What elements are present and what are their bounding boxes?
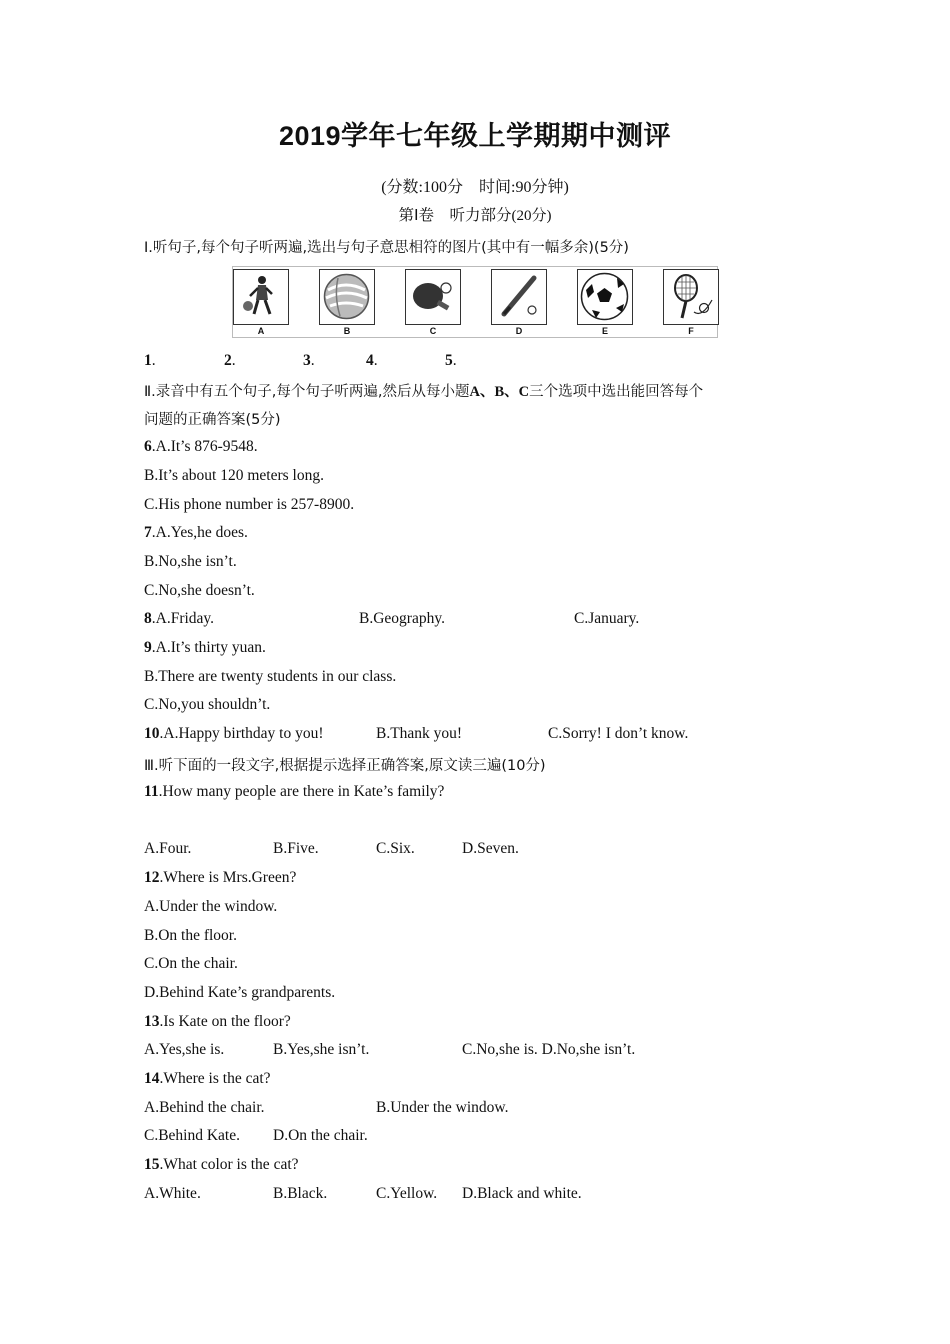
picture-a — [233, 269, 289, 325]
option-12d: D.Behind Kate’s grandparents. — [144, 984, 336, 1001]
picture-e — [577, 269, 633, 325]
picture-strip — [232, 266, 718, 338]
option-13cd: C.No,she is. D.No,she isn’t. — [462, 1041, 636, 1058]
page-title: 2019学年七年级上学期期中测评 — [278, 121, 672, 151]
option-15a: A.White. — [144, 1185, 201, 1202]
answer-blank-2[interactable]: 2. — [224, 352, 236, 369]
option-12c: C.On the chair. — [144, 955, 238, 972]
picture-label-c: C — [429, 326, 437, 336]
question-15: 15.What color is the cat? — [144, 1156, 299, 1173]
score-time-info: (分数:100分 时间:90分钟) — [381, 179, 569, 196]
option-10b: B.Thank you! — [376, 725, 463, 742]
question-6: 6.A.It’s 876-9548. — [144, 438, 258, 455]
section3-heading: Ⅲ.听下面的一段文字,根据提示选择正确答案,原文读三遍(10分) — [144, 758, 546, 774]
baseball-bat-icon — [492, 270, 545, 323]
option-14d: D.On the chair. — [273, 1127, 368, 1144]
picture-d — [491, 269, 547, 325]
answer-blank-4[interactable]: 4. — [366, 352, 378, 369]
option-7b: B.No,she isn’t. — [144, 553, 237, 570]
answer-blank-3[interactable]: 3. — [303, 352, 315, 369]
picture-b — [319, 269, 375, 325]
answer-blank-5[interactable]: 5. — [445, 352, 457, 369]
part-heading — [0, 203, 950, 225]
option-15b: B.Black. — [273, 1185, 328, 1202]
part-label: 第Ⅰ卷 听力部分 — [398, 206, 512, 224]
option-11b: B.Five. — [273, 840, 319, 857]
option-15c: C.Yellow. — [376, 1185, 438, 1202]
question-12: 12.Where is Mrs.Green? — [144, 869, 297, 886]
question-8: 8.A.Friday. — [144, 610, 215, 627]
question-13: 13.Is Kate on the floor? — [144, 1013, 291, 1030]
option-13b: B.Yes,she isn’t. — [273, 1041, 370, 1058]
option-7c: C.No,she doesn’t. — [144, 582, 255, 599]
picture-label-b: B — [343, 326, 351, 336]
tennis-icon — [664, 270, 717, 323]
option-12a: A.Under the window. — [144, 898, 278, 915]
option-11a: A.Four. — [144, 840, 192, 857]
option-14a: A.Behind the chair. — [144, 1099, 265, 1116]
option-8b: B.Geography. — [359, 610, 445, 627]
picture-c — [405, 269, 461, 325]
picture-label-f: F — [688, 326, 694, 336]
question-10: 10.A.Happy birthday to you! — [144, 725, 324, 742]
option-11c: C.Six. — [376, 840, 415, 857]
picture-label-e: E — [601, 326, 608, 336]
option-11d: D.Seven. — [462, 840, 519, 857]
option-9c: C.No,you shouldn’t. — [144, 696, 271, 713]
section1-heading: Ⅰ.听句子,每个句子听两遍,选出与句子意思相符的图片(其中有一幅多余)(5分) — [144, 240, 629, 256]
option-12b: B.On the floor. — [144, 927, 237, 944]
question-11: 11.How many people are there in Kate’s family? — [144, 783, 445, 800]
section2-heading-cont: 问题的正确答案(5分) — [144, 412, 281, 428]
ping-pong-icon — [406, 270, 459, 323]
picture-f — [663, 269, 719, 325]
picture-label-a: A — [257, 326, 265, 336]
section2-heading: Ⅱ.录音中有五个句子,每个句子听两遍,然后从每小题A、B、C三个选项中选出能回答每个 — [144, 384, 704, 400]
question-7: 7.A.Yes,he does. — [144, 524, 248, 541]
picture-label-d: D — [515, 326, 523, 336]
option-6c: C.His phone number is 257-8900. — [144, 496, 355, 513]
option-15d: D.Black and white. — [462, 1185, 582, 1202]
question-9: 9.A.It’s thirty yuan. — [144, 639, 266, 656]
option-14b: B.Under the window. — [376, 1099, 509, 1116]
option-14c: C.Behind Kate. — [144, 1127, 240, 1144]
part-points: (20分) — [511, 208, 552, 224]
option-6b: B.It’s about 120 meters long. — [144, 467, 324, 484]
soccer-ball-icon — [578, 270, 631, 323]
question-14: 14.Where is the cat? — [144, 1070, 271, 1087]
option-9b: B.There are twenty students in our class. — [144, 668, 397, 685]
option-10c: C.Sorry! I don’t know. — [548, 725, 689, 742]
answer-blank-1[interactable]: 1. — [144, 352, 156, 369]
option-8c: C.January. — [574, 610, 640, 627]
basketball-player-icon — [234, 270, 287, 323]
option-13a: A.Yes,she is. — [144, 1041, 225, 1058]
volleyball-icon — [320, 270, 373, 323]
